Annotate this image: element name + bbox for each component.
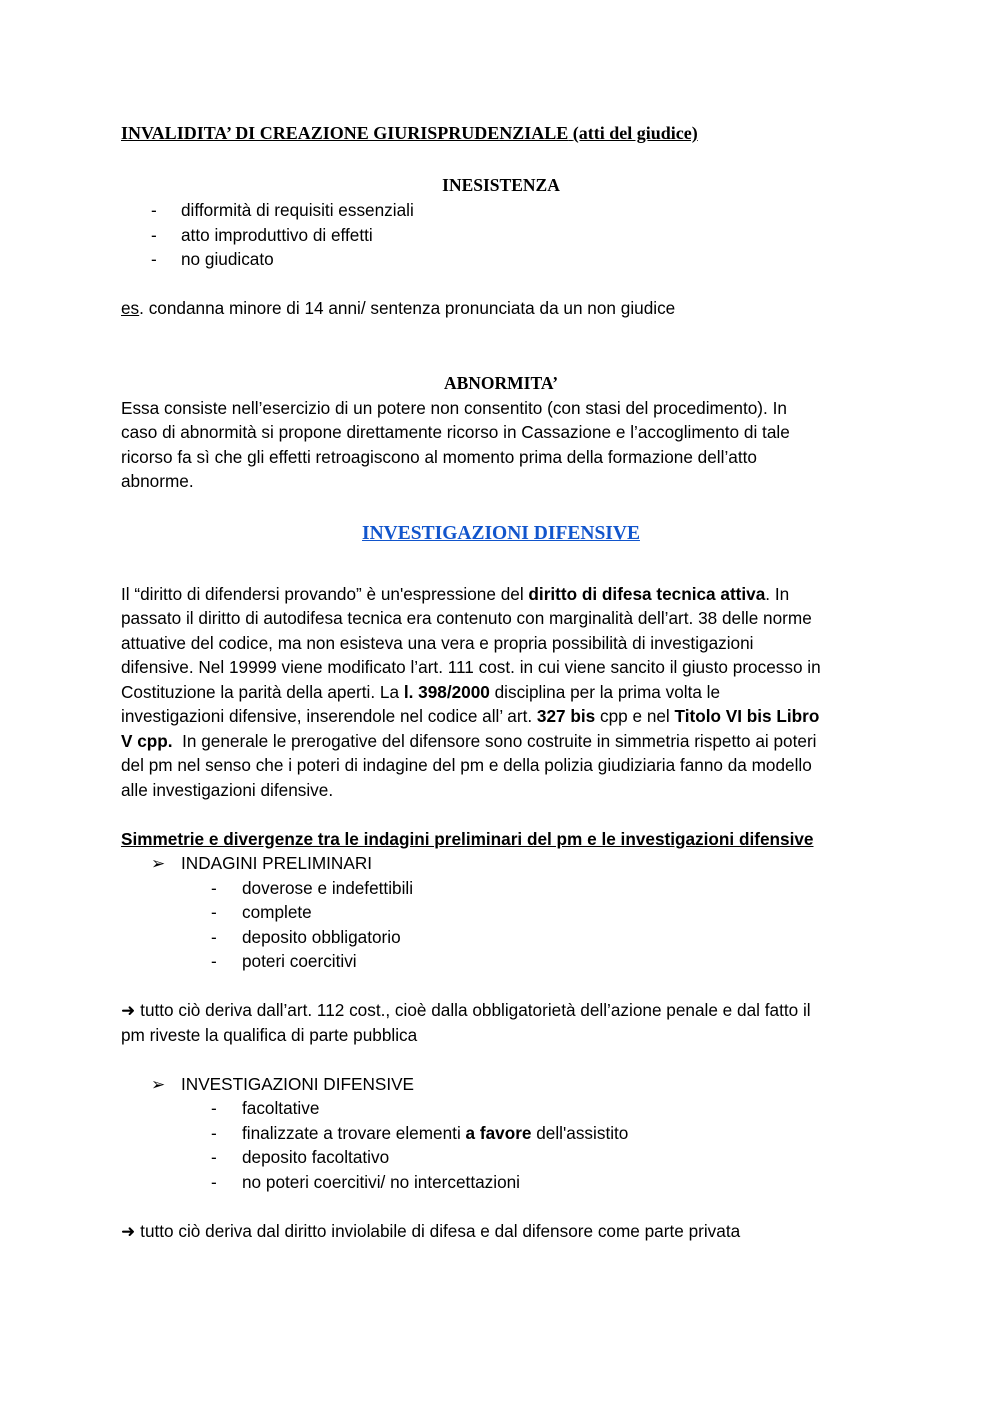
investigazioni-difensive-item <box>121 1072 881 1097</box>
paragraph-text: del pm nel senso che i poteri di indagine del pm e della polizia giudiziaria fanno da modello <box>121 755 812 775</box>
inesistenza-list <box>121 198 881 272</box>
list-item-text: poteri coercitivi <box>242 951 357 971</box>
paragraph-bold-text: diritto di difesa tecnica attiva <box>528 583 766 604</box>
list-item-text: difformità di requisiti essenziali <box>181 200 414 220</box>
indagini-preliminari-item <box>121 851 881 876</box>
investigazioni-paragraph <box>121 582 881 803</box>
dash-bullet: - <box>211 1147 217 1167</box>
paragraph-text: Il “diritto di difendersi provando” è un'espressione del <box>121 583 529 604</box>
note-text: ➜ tutto ciò deriva dall’art. 112 cost., cioè dalla obbligatorietà dell’azione penale e dal fatto il <box>121 1000 811 1020</box>
dash-bullet: - <box>211 1098 217 1118</box>
list-item <box>121 1170 881 1195</box>
list-item <box>121 247 881 272</box>
inesistenza-heading: INESISTENZA <box>442 175 560 195</box>
list-item-text: dell'assistito <box>531 1122 629 1143</box>
simmetrie-heading: Simmetrie e divergenze tra le indagini preliminari del pm e le investigazioni difensive <box>121 828 814 849</box>
dash-bullet: - <box>151 224 157 245</box>
list-item <box>121 198 881 223</box>
list-item-text: atto improduttivo di effetti <box>181 224 373 245</box>
list-item <box>121 900 881 925</box>
list-item <box>121 949 881 974</box>
paragraph-text: cpp e nel <box>595 706 675 726</box>
title-sub-text: (atti del giudice) <box>572 123 698 143</box>
arrowhead-bullet-icon: ➢ <box>151 1073 166 1094</box>
example-text: . condanna minore di 14 anni/ sentenza pronunciata da un non giudice <box>139 298 676 318</box>
dash-bullet: - <box>211 877 217 898</box>
dash-bullet: - <box>211 1122 217 1143</box>
paragraph-text: Costituzione la parità della aperti. La <box>121 681 404 702</box>
inesistenza-example <box>121 296 881 321</box>
abnormita-line: Essa consiste nell’esercizio di un potere non consentito (con stasi del procedimento). In <box>121 397 787 418</box>
list-item <box>121 1121 881 1146</box>
abnormita-line: abnorme. <box>121 471 194 491</box>
arrowhead-bullet-icon: ➢ <box>151 853 166 873</box>
list-item <box>121 1096 881 1121</box>
paragraph-text: difensive. Nel 19999 viene modificato l’art. 111 cost. in cui viene sancito il giusto processo in <box>121 657 821 677</box>
paragraph-text: attuative del codice, ma non esisteva una vera e propria possibilità di investigazioni <box>121 632 754 653</box>
document-page <box>121 120 881 1243</box>
investigazioni-heading: INVESTIGAZIONI DIFENSIVE <box>362 522 640 544</box>
list-item-label: INVESTIGAZIONI DIFENSIVE <box>181 1073 415 1094</box>
paragraph-bold-text: l. 398/2000 <box>403 681 490 702</box>
paragraph-text: investigazioni difensive, inserendole nel codice all’ art. <box>121 706 537 726</box>
paragraph-bold-text: V cpp. <box>121 730 173 751</box>
example-prefix: es <box>121 298 140 318</box>
dash-bullet: - <box>211 1171 217 1192</box>
dash-bullet: - <box>211 951 217 971</box>
indagini-note <box>121 998 881 1047</box>
paragraph-text: passato il diritto di autodifesa tecnica era contenuto con marginalità dell’art. 38 delle norme <box>121 608 812 628</box>
paragraph-bold-text: Titolo VI bis Libro <box>674 706 820 726</box>
paragraph-text: disciplina per la prima volta le <box>489 681 721 702</box>
dash-bullet: - <box>211 902 217 922</box>
paragraph-text: . In <box>765 583 790 604</box>
document-title <box>121 120 881 146</box>
abnormita-line: ricorso fa sì che gli effetti retroagiscono al momento prima della formazione dell’atto <box>121 446 757 467</box>
indagini-list <box>121 876 881 974</box>
list-item-text: doverose e indefettibili <box>242 877 414 898</box>
list-item-text: complete <box>242 902 312 922</box>
dash-bullet: - <box>151 249 157 269</box>
paragraph-bold-text: 327 bis <box>536 706 596 726</box>
list-item-text: facoltative <box>242 1098 320 1118</box>
list-item-text: no poteri coercitivi/ no intercettazioni <box>242 1171 521 1192</box>
dash-bullet: - <box>211 926 217 947</box>
list-item-text: finalizzate a trovare elementi <box>242 1122 466 1143</box>
paragraph-text: In generale le prerogative del difensore sono costruite in simmetria rispetto ai poteri <box>172 730 817 751</box>
abnormita-paragraph <box>121 396 881 494</box>
list-item-text: no giudicato <box>181 249 274 269</box>
title-main-text: INVALIDITA’ DI CREAZIONE GIURISPRUDENZIALE <box>121 123 569 143</box>
difensive-list <box>121 1096 881 1194</box>
list-item-text: deposito facoltativo <box>242 1147 390 1167</box>
list-item-text: deposito obbligatorio <box>242 926 401 947</box>
list-item <box>121 925 881 950</box>
list-item-bold-text: a favore <box>465 1122 532 1143</box>
note-text: pm riveste la qualifica di parte pubblica <box>121 1024 418 1045</box>
list-item-label: INDAGINI PRELIMINARI <box>181 853 373 873</box>
list-item <box>121 223 881 248</box>
list-item <box>121 1145 881 1170</box>
list-item <box>121 876 881 901</box>
difensive-note: ➜ tutto ciò deriva dal diritto inviolabile di difesa e dal difensore come parte privata <box>121 1220 741 1241</box>
paragraph-text: alle investigazioni difensive. <box>121 779 334 800</box>
abnormita-line: caso di abnormità si propone direttamente ricorso in Cassazione e l’accoglimento di tale <box>121 422 790 442</box>
abnormita-heading: ABNORMITA’ <box>443 372 559 393</box>
dash-bullet: - <box>151 200 157 220</box>
